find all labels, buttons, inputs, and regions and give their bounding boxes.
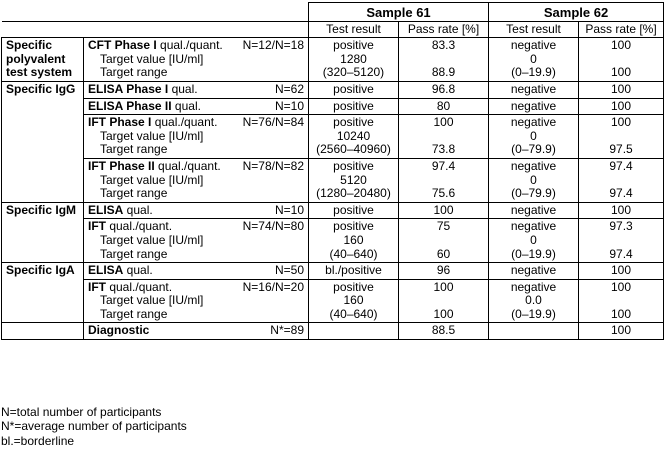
category-polyvalent: Specific polyvalent test system (2, 38, 84, 82)
header-test-result-62: Test result (489, 21, 579, 38)
pass-rate-cell: 83.3 88.9 (399, 38, 489, 82)
result-cell: negative (489, 98, 579, 115)
pass-rate-cell: 100 100 (579, 279, 664, 323)
pass-rate-cell: 100 73.8 (399, 115, 489, 159)
result-cell: negative 0 (0–19.9) (489, 38, 579, 82)
pass-rate-cell: 96 (399, 263, 489, 280)
header-pass-rate-61: Pass rate [%] (399, 21, 489, 38)
footnote: bl.=borderline (1, 433, 75, 448)
result-cell: positive 1280 (320–5120) (309, 38, 399, 82)
footnote: N=total number of participants (1, 405, 162, 419)
result-cell: bl./positive (309, 263, 399, 280)
method-cell: CFT Phase I qual./quant. N=12/N=18 Target value [IU/ml] Target range (84, 38, 309, 82)
header-sample-62: Sample 62 (489, 3, 664, 22)
category-igg: Specific IgG (2, 81, 84, 202)
table-row (2, 115, 664, 159)
pass-rate-cell: 96.8 (399, 81, 489, 98)
method-cell: ELISA Phase I qual. N=62 (84, 81, 309, 98)
method-cell: ELISA qual. N=10 (84, 202, 309, 219)
results-table (1, 2, 664, 340)
header-row-columns (2, 21, 664, 38)
header-blank (2, 3, 309, 22)
pass-rate-cell: 100 100 (579, 38, 664, 82)
pass-rate-cell: 88.5 (399, 323, 489, 340)
footnotes (1, 405, 187, 448)
table-row (2, 279, 664, 323)
result-cell: positive (309, 81, 399, 98)
header-blank-2 (2, 21, 309, 38)
result-cell: positive (309, 202, 399, 219)
table-row (2, 98, 664, 115)
pass-rate-cell: 75 60 (399, 219, 489, 263)
result-cell: negative (489, 81, 579, 98)
method-cell: ELISA Phase II qual. N=10 (84, 98, 309, 115)
pass-rate-cell: 97.3 97.4 (579, 219, 664, 263)
result-cell: positive 10240 (2560–40960) (309, 115, 399, 159)
result-cell: negative 0.0 (0–19.9) (489, 279, 579, 323)
header-sample-61: Sample 61 (309, 3, 489, 22)
result-cell: positive 5120 (1280–20480) (309, 158, 399, 202)
method-cell: IFT Phase I qual./quant. N=76/N=84 Target value [IU/ml] Target range (84, 115, 309, 159)
pass-rate-cell: 97.4 75.6 (399, 158, 489, 202)
result-cell: positive 160 (40–640) (309, 279, 399, 323)
table-row (2, 81, 664, 98)
pass-rate-cell: 100 (579, 323, 664, 340)
result-cell: negative (489, 202, 579, 219)
pass-rate-cell: 100 (579, 98, 664, 115)
method-cell: IFT Phase II qual./quant. N=78/N=82 Target value [IU/ml] Target range (84, 158, 309, 202)
header-pass-rate-62: Pass rate [%] (579, 21, 664, 38)
pass-rate-cell: 100 (579, 202, 664, 219)
result-cell: positive 160 (40–640) (309, 219, 399, 263)
pass-rate-cell: 100 100 (399, 279, 489, 323)
table-row (2, 158, 664, 202)
header-row-samples (2, 3, 664, 22)
table-row (2, 263, 664, 280)
pass-rate-cell: 100 97.5 (579, 115, 664, 159)
pass-rate-cell: 100 (579, 263, 664, 280)
table-row-diagnostic (2, 323, 664, 340)
result-cell: negative 0 (0–79.9) (489, 115, 579, 159)
method-cell: Diagnostic N*=89 (84, 323, 309, 340)
result-cell: negative 0 (0–79.9) (489, 158, 579, 202)
category-iga: Specific IgA (2, 263, 84, 323)
category-empty (2, 323, 84, 340)
pass-rate-cell: 97.4 97.4 (579, 158, 664, 202)
pass-rate-cell: 80 (399, 98, 489, 115)
result-cell (489, 323, 579, 340)
pass-rate-cell: 100 (399, 202, 489, 219)
result-cell: positive (309, 98, 399, 115)
method-cell: IFT qual./quant. N=74/N=80 Target value [IU/ml] Target range (84, 219, 309, 263)
result-cell: negative 0 (0–19.9) (489, 219, 579, 263)
table-row (2, 219, 664, 263)
result-cell: negative (489, 263, 579, 280)
method-cell: IFT qual./quant. N=16/N=20 Target value [IU/ml] Target range (84, 279, 309, 323)
table-row (2, 38, 664, 82)
result-cell (309, 323, 399, 340)
category-igm: Specific IgM (2, 202, 84, 262)
table-row (2, 202, 664, 219)
results-table-container (1, 2, 664, 340)
footnote: N*=average number of participants (1, 419, 187, 434)
method-cell: ELISA qual. N=50 (84, 263, 309, 280)
header-test-result-61: Test result (309, 21, 399, 38)
pass-rate-cell: 100 (579, 81, 664, 98)
